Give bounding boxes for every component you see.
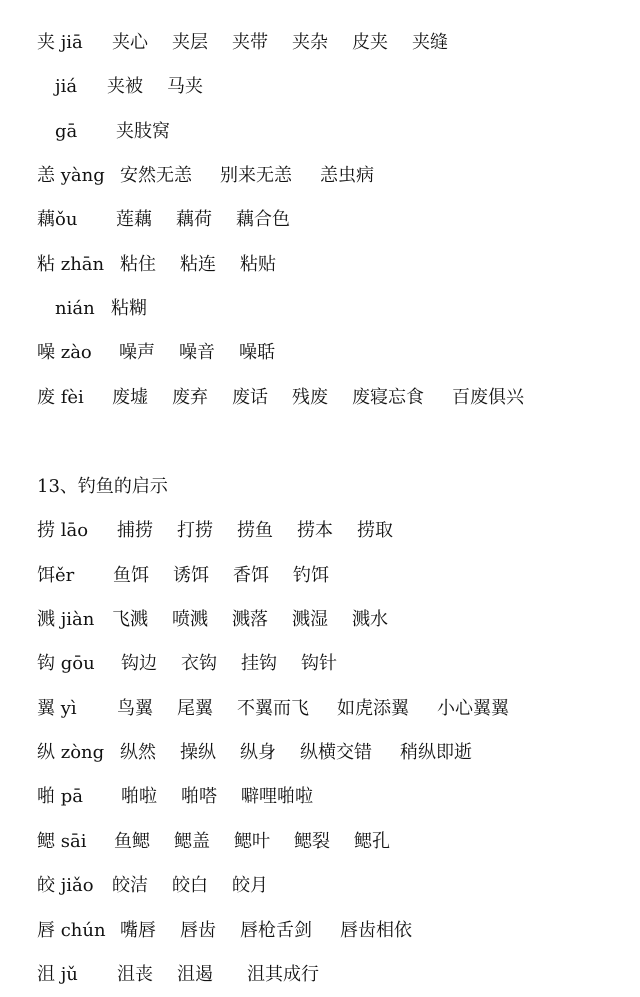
entry-head: 恙 yàng bbox=[37, 165, 105, 186]
entry-word: 夹肢窝 bbox=[116, 121, 170, 142]
entry-word: 废墟 bbox=[112, 387, 148, 408]
entry-word: 鱼鳃 bbox=[114, 831, 150, 852]
entry-word: 鳃叶 bbox=[234, 831, 270, 852]
entry-word: 噪音 bbox=[179, 342, 215, 363]
entry-word: 溅落 bbox=[232, 609, 268, 630]
entry-word: 鳃孔 bbox=[354, 831, 390, 852]
entry-word: 唇枪舌剑 bbox=[240, 920, 312, 941]
entry-word: 粘住 bbox=[120, 254, 156, 275]
entry-word: 沮丧 bbox=[117, 964, 153, 985]
entry-word: 粘连 bbox=[180, 254, 216, 275]
entry-word: 夹缝 bbox=[412, 32, 448, 53]
entry-row bbox=[0, 738, 640, 768]
entry-word: 钩边 bbox=[121, 653, 157, 674]
entry-head: 翼 yì bbox=[37, 698, 77, 719]
entry-word: 废话 bbox=[232, 387, 268, 408]
entry-row bbox=[0, 871, 640, 901]
entry-word: 鸟翼 bbox=[117, 698, 153, 719]
entry-row bbox=[0, 28, 640, 58]
entry-row bbox=[0, 72, 640, 102]
entry-word: 嘴唇 bbox=[120, 920, 156, 941]
entry-head: 沮 jǔ bbox=[37, 964, 78, 985]
entry-row bbox=[0, 516, 640, 546]
entry-word: 唇齿 bbox=[180, 920, 216, 941]
entry-word: 夹被 bbox=[107, 76, 143, 97]
entry-word: 马夹 bbox=[167, 76, 203, 97]
entry-row bbox=[0, 561, 640, 591]
entry-row bbox=[0, 916, 640, 946]
entry-row bbox=[0, 294, 640, 324]
entry-word: 别来无恙 bbox=[220, 165, 292, 186]
entry-head: gā bbox=[55, 121, 78, 142]
entry-row bbox=[0, 383, 640, 413]
entry-word: 挂钩 bbox=[241, 653, 277, 674]
entry-row bbox=[0, 117, 640, 147]
entry-word: 粘贴 bbox=[240, 254, 276, 275]
entry-head: nián bbox=[55, 298, 95, 319]
entry-word: 沮其成行 bbox=[247, 964, 319, 985]
entry-word: 夹带 bbox=[232, 32, 268, 53]
entry-head: 皎 jiǎo bbox=[37, 875, 94, 896]
entry-word: 粘糊 bbox=[111, 298, 147, 319]
entry-head: 饵ěr bbox=[37, 565, 75, 586]
entry-word: 恙虫病 bbox=[320, 165, 374, 186]
entry-word: 如虎添翼 bbox=[337, 698, 409, 719]
entry-word: 夹层 bbox=[172, 32, 208, 53]
section-heading: 13、钓鱼的启示 bbox=[37, 476, 168, 497]
entry-word: 藕荷 bbox=[176, 209, 212, 230]
entry-word: 纵然 bbox=[120, 742, 156, 763]
entry-head: 噪 zào bbox=[37, 342, 92, 363]
entry-word: 纵身 bbox=[240, 742, 276, 763]
entry-head: 唇 chún bbox=[37, 920, 106, 941]
entry-row bbox=[0, 205, 640, 235]
entry-word: 噪声 bbox=[119, 342, 155, 363]
entry-word: 操纵 bbox=[180, 742, 216, 763]
entry-word: 不翼而飞 bbox=[237, 698, 309, 719]
entry-head: 捞 lāo bbox=[37, 520, 89, 541]
entry-word: 废寝忘食 bbox=[352, 387, 424, 408]
entry-word: 捞鱼 bbox=[237, 520, 273, 541]
entry-word: 安然无恙 bbox=[120, 165, 192, 186]
entry-word: 衣钩 bbox=[181, 653, 217, 674]
entry-row bbox=[0, 649, 640, 679]
entry-word: 纵横交错 bbox=[300, 742, 372, 763]
entry-word: 啪啦 bbox=[121, 786, 157, 807]
entry-word: 钓饵 bbox=[293, 565, 329, 586]
entry-word: 捞本 bbox=[297, 520, 333, 541]
entry-head: 夹 jiā bbox=[37, 32, 83, 53]
entry-word: 捞取 bbox=[357, 520, 393, 541]
entry-row bbox=[0, 694, 640, 724]
entry-word: 噪聒 bbox=[239, 342, 275, 363]
entry-word: 皎洁 bbox=[112, 875, 148, 896]
entry-row bbox=[0, 960, 640, 990]
entry-word: 唇齿相依 bbox=[340, 920, 412, 941]
entry-word: 香饵 bbox=[233, 565, 269, 586]
entry-word: 鳃裂 bbox=[294, 831, 330, 852]
entry-head: 啪 pā bbox=[37, 786, 83, 807]
entry-word: 小心翼翼 bbox=[437, 698, 509, 719]
entry-word: 皮夹 bbox=[352, 32, 388, 53]
entry-word: 飞溅 bbox=[112, 609, 148, 630]
entry-word: 啪嗒 bbox=[181, 786, 217, 807]
entry-word: 残废 bbox=[292, 387, 328, 408]
entry-row bbox=[0, 605, 640, 635]
entry-word: 溅水 bbox=[352, 609, 388, 630]
entry-head: 藕ǒu bbox=[37, 209, 78, 230]
entry-head: 废 fèi bbox=[37, 387, 84, 408]
entry-word: 钩针 bbox=[301, 653, 337, 674]
entry-row bbox=[0, 827, 640, 857]
entry-word: 打捞 bbox=[177, 520, 213, 541]
entry-head: 钩 gōu bbox=[37, 653, 95, 674]
entry-word: 莲藕 bbox=[116, 209, 152, 230]
entry-head: 粘 zhān bbox=[37, 254, 105, 275]
entry-word: 尾翼 bbox=[177, 698, 213, 719]
section-heading-row bbox=[0, 472, 640, 502]
entry-word: 夹心 bbox=[112, 32, 148, 53]
entry-word: 废弃 bbox=[172, 387, 208, 408]
entry-word: 藕合色 bbox=[236, 209, 290, 230]
entry-word: 皎白 bbox=[172, 875, 208, 896]
entry-row bbox=[0, 338, 640, 368]
entry-head: 溅 jiàn bbox=[37, 609, 95, 630]
entry-word: 沮遏 bbox=[177, 964, 213, 985]
entry-word: 溅湿 bbox=[292, 609, 328, 630]
entry-word: 夹杂 bbox=[292, 32, 328, 53]
entry-word: 鱼饵 bbox=[113, 565, 149, 586]
entry-word: 皎月 bbox=[232, 875, 268, 896]
entry-word: 喷溅 bbox=[172, 609, 208, 630]
entry-word: 噼哩啪啦 bbox=[241, 786, 313, 807]
entry-word: 稍纵即逝 bbox=[400, 742, 472, 763]
entry-row bbox=[0, 250, 640, 280]
entry-head: 纵 zòng bbox=[37, 742, 105, 763]
entry-row bbox=[0, 161, 640, 191]
entry-word: 诱饵 bbox=[173, 565, 209, 586]
entry-head: jiá bbox=[55, 76, 78, 97]
entry-row bbox=[0, 782, 640, 812]
entry-word: 百废俱兴 bbox=[452, 387, 524, 408]
entry-word: 捕捞 bbox=[117, 520, 153, 541]
entry-head: 鳃 sāi bbox=[37, 831, 87, 852]
entry-word: 鳃盖 bbox=[174, 831, 210, 852]
